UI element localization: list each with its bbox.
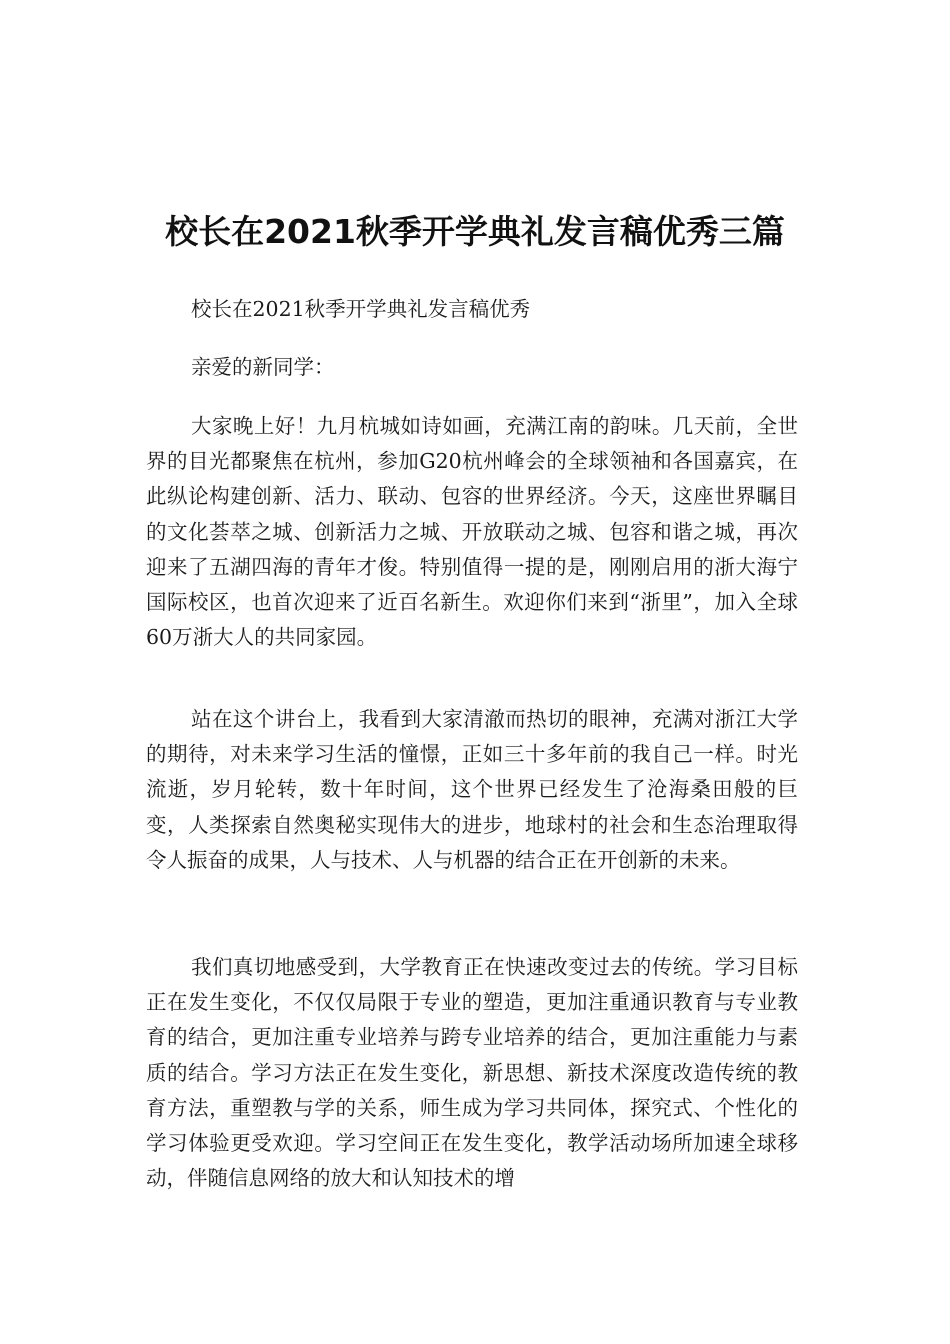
document-body-greeting-block bbox=[146, 350, 798, 385]
paragraph-block-3 bbox=[146, 950, 798, 1196]
paragraph-block-2 bbox=[146, 702, 798, 878]
paragraph: 站在这个讲台上，我看到大家清澈而热切的眼神，充满对浙江大学的期待，对未来学习生活的憧憬，正如三十多年前的我自己一样。时光流逝，岁月轮转，数十年时间，这个世界已经发生了沧海桑田般的巨变，人类探索自然奥秘实现伟大的进步，地球村的社会和生态治理取得令人振奋的成果，人与技术、人与机器的结合正在开创新的未来。 bbox=[146, 707, 798, 872]
greeting-line: 亲爱的新同学： bbox=[191, 355, 335, 379]
paragraph: 大家晚上好！九月杭城如诗如画，充满江南的韵味。几天前，全世界的目光都聚焦在杭州，参加G20杭州峰会的全球领袖和各国嘉宾，在此纵论构建创新、活力、联动、包容的世界经济。今天，这座世界瞩目的文化荟萃之城、创新活力之城、开放联动之城、包容和谐之城，再次迎来了五湖四海的青年才俊。特别值得一提的是，刚刚启用的浙大海宁国际校区，也首次迎来了近百名新生。欢迎你们来到“浙里”，加入全球60万浙大人的共同家园。 bbox=[146, 414, 798, 650]
document-subtitle: 校长在2021秋季开学典礼发言稿优秀 bbox=[191, 297, 531, 321]
document-title: 校长在2021秋季开学典礼发言稿优秀三篇 bbox=[165, 212, 785, 251]
paragraph-block-1 bbox=[146, 409, 798, 655]
paragraph: 我们真切地感受到，大学教育正在快速改变过去的传统。学习目标正在发生变化，不仅仅局限于专业的塑造，更加注重通识教育与专业教育的结合，更加注重专业培养与跨专业培养的结合，更加注重能力与素质的结合。学习方法正在发生变化，新思想、新技术深度改造传统的教育方法，重塑教与学的关系，师生成为学习共同体，探究式、个性化的学习体验更受欢迎。学习空间正在发生变化，教学活动场所加速全球移动，伴随信息网络的放大和认知技术的增 bbox=[146, 955, 798, 1191]
document-body-subtitle-block bbox=[146, 292, 798, 327]
